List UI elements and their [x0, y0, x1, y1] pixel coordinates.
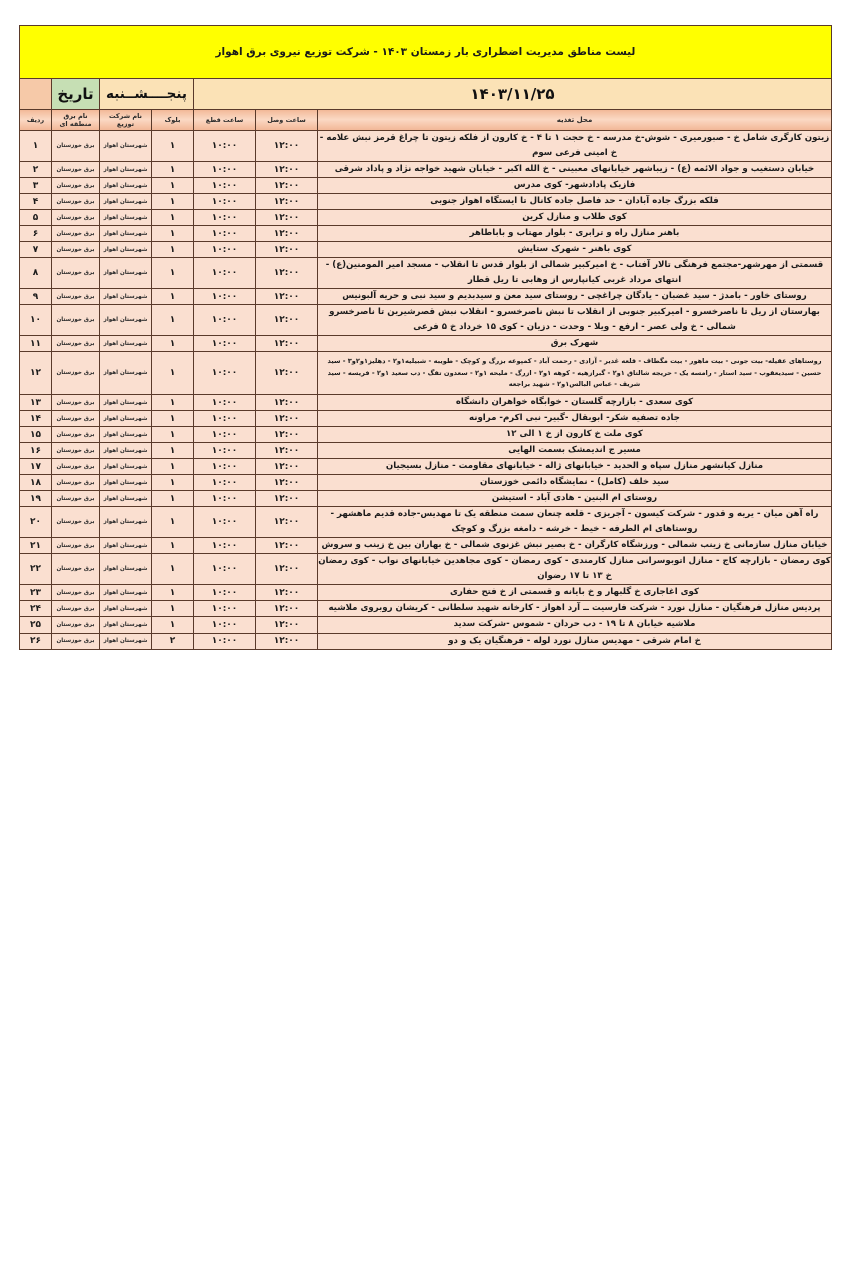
cell-outage-time: ۱۰:۰۰ — [194, 336, 256, 352]
cell-block: ۱ — [152, 427, 194, 443]
cell-index: ۲ — [19, 162, 51, 178]
cell-location: فلکه بزرگ جاده آبادان - حد فاصل جاده کانال تا ایستگاه اهواز جنوبی — [318, 194, 832, 210]
cell-outage-time: ۱۰:۰۰ — [194, 352, 256, 395]
column-header-row — [19, 110, 831, 131]
cell-block: ۱ — [152, 538, 194, 554]
cell-company: شهرستان اهواز — [100, 585, 152, 601]
cell-index: ۸ — [19, 258, 51, 289]
cell-location: بهارستان از ریل تا ناصرخسرو - امیرکبیر جنوبی از انقلاب تا نبش ناصرخسرو - انقلاب نبش قصرشیرین تا ناصرخسرو شمالی - خ ولی عصر - ارفع - ویلا - وحدت - دزیان - کوی ۱۵ خرداد خ ۵ فرعی — [318, 305, 832, 336]
cell-restore-time: ۱۲:۰۰ — [256, 633, 318, 649]
cell-index: ۹ — [19, 289, 51, 305]
cell-region: برق خوزستان — [52, 194, 100, 210]
cell-outage-time: ۱۰:۰۰ — [194, 538, 256, 554]
cell-location: روستای ام البنین - هادی آباد - استیشن — [318, 491, 832, 507]
cell-company: شهرستان اهواز — [100, 178, 152, 194]
column-header-index: ردیف — [19, 110, 51, 131]
cell-index: ۱۶ — [19, 443, 51, 459]
cell-region: برق خوزستان — [52, 411, 100, 427]
cell-company: شهرستان اهواز — [100, 411, 152, 427]
cell-outage-time: ۱۰:۰۰ — [194, 242, 256, 258]
cell-region: برق خوزستان — [52, 633, 100, 649]
cell-outage-time: ۱۰:۰۰ — [194, 162, 256, 178]
cell-company: شهرستان اهواز — [100, 352, 152, 395]
cell-location: سید خلف (کامل) - نمایشگاه دائمی خوزستان — [318, 475, 832, 491]
cell-restore-time: ۱۲:۰۰ — [256, 336, 318, 352]
cell-location: خیابان دستغیب و جواد الائمه (ع) - زیباشهر خیابانهای معبینی - خ الله اکبر - خیابان شهید خواجه نژاد و پاداد شرقی — [318, 162, 832, 178]
cell-company: شهرستان اهواز — [100, 258, 152, 289]
cell-outage-time: ۱۰:۰۰ — [194, 131, 256, 162]
cell-region: برق خوزستان — [52, 554, 100, 585]
cell-outage-time: ۱۰:۰۰ — [194, 411, 256, 427]
cell-block: ۱ — [152, 475, 194, 491]
cell-company: شهرستان اهواز — [100, 507, 152, 538]
cell-location: باهنر منازل راه و ترابری - بلوار مهتاب و باباطاهر — [318, 226, 832, 242]
cell-outage-time: ۱۰:۰۰ — [194, 443, 256, 459]
cell-index: ۵ — [19, 210, 51, 226]
cell-company: شهرستان اهواز — [100, 226, 152, 242]
cell-index: ۷ — [19, 242, 51, 258]
cell-company: شهرستان اهواز — [100, 289, 152, 305]
corner-cell — [19, 79, 51, 110]
cell-index: ۱۷ — [19, 459, 51, 475]
cell-block: ۱ — [152, 554, 194, 585]
cell-outage-time: ۱۰:۰۰ — [194, 258, 256, 289]
cell-region: برق خوزستان — [52, 178, 100, 194]
cell-region: برق خوزستان — [52, 443, 100, 459]
cell-index: ۱ — [19, 131, 51, 162]
cell-location: خیابان منازل سازمانی خ زینب شمالی - ورزشگاه کارگران - خ بصیر نبش غزنوی شمالی - خ بهاران بین خ زینب و سروش — [318, 538, 832, 554]
cell-block: ۱ — [152, 352, 194, 395]
cell-location: خ امام شرقی - مهدیس منازل نورد لوله - فرهنگیان یک و دو — [318, 633, 832, 649]
cell-location: زیتون کارگری شامل خ - صبورمیری - شوش-خ مدرسه - خ حجت ۱ تا ۴ - خ کارون از فلکه زیتون تا چراغ قرمز نبش علامه - خ امینی فرعی سوم — [318, 131, 832, 162]
table-row — [19, 585, 831, 601]
cell-outage-time: ۱۰:۰۰ — [194, 178, 256, 194]
cell-location: جاده تصفیه شکر- ابوبقال -گبیر- نبی اکرم- مراونه — [318, 411, 832, 427]
cell-block: ۱ — [152, 162, 194, 178]
cell-region: برق خوزستان — [52, 226, 100, 242]
cell-index: ۱۵ — [19, 427, 51, 443]
cell-region: برق خوزستان — [52, 585, 100, 601]
cell-block: ۱ — [152, 131, 194, 162]
cell-region: برق خوزستان — [52, 210, 100, 226]
table-row — [19, 633, 831, 649]
cell-block: ۱ — [152, 411, 194, 427]
cell-outage-time: ۱۰:۰۰ — [194, 601, 256, 617]
cell-outage-time: ۱۰:۰۰ — [194, 305, 256, 336]
table-row — [19, 210, 831, 226]
cell-outage-time: ۱۰:۰۰ — [194, 507, 256, 538]
cell-region: برق خوزستان — [52, 162, 100, 178]
cell-region: برق خوزستان — [52, 601, 100, 617]
cell-restore-time: ۱۲:۰۰ — [256, 178, 318, 194]
cell-restore-time: ۱۲:۰۰ — [256, 617, 318, 633]
table-row — [19, 289, 831, 305]
table-row — [19, 194, 831, 210]
table-row — [19, 554, 831, 585]
cell-company: شهرستان اهواز — [100, 336, 152, 352]
cell-region: برق خوزستان — [52, 617, 100, 633]
cell-index: ۶ — [19, 226, 51, 242]
cell-company: شهرستان اهواز — [100, 242, 152, 258]
cell-outage-time: ۱۰:۰۰ — [194, 395, 256, 411]
column-header-restore-time: ساعت وصل — [256, 110, 318, 131]
cell-region: برق خوزستان — [52, 258, 100, 289]
cell-outage-time: ۱۰:۰۰ — [194, 475, 256, 491]
cell-restore-time: ۱۲:۰۰ — [256, 210, 318, 226]
cell-region: برق خوزستان — [52, 336, 100, 352]
table-row — [19, 411, 831, 427]
cell-restore-time: ۱۲:۰۰ — [256, 411, 318, 427]
cell-block: ۱ — [152, 226, 194, 242]
cell-index: ۲۳ — [19, 585, 51, 601]
cell-company: شهرستان اهواز — [100, 554, 152, 585]
cell-location: قسمتی از مهرشهر-مجتمع فرهنگی تالار آفتاب - خ امیرکبیر شمالی از بلوار قدس تا انقلاب - مسجد امیر المومنین(ع) - انتهای مرداد غربی کیانپارس از وهابی تا ریل قطار — [318, 258, 832, 289]
cell-location: روستای خاور - بامدژ - سید غضبان - یادگان چراغچی - روستای سید معن و سیدبدیم و سید نبی و حریه آلبونیس — [318, 289, 832, 305]
cell-region: برق خوزستان — [52, 305, 100, 336]
cell-block: ۱ — [152, 210, 194, 226]
cell-company: شهرستان اهواز — [100, 210, 152, 226]
cell-index: ۳ — [19, 178, 51, 194]
table-body — [19, 131, 831, 650]
date-label: تاریخ — [52, 79, 100, 110]
cell-location: فازیک پادادشهر- کوی مدرس — [318, 178, 832, 194]
cell-index: ۱۱ — [19, 336, 51, 352]
cell-region: برق خوزستان — [52, 395, 100, 411]
table-row — [19, 305, 831, 336]
table-row — [19, 178, 831, 194]
cell-restore-time: ۱۲:۰۰ — [256, 131, 318, 162]
cell-company: شهرستان اهواز — [100, 395, 152, 411]
cell-outage-time: ۱۰:۰۰ — [194, 617, 256, 633]
cell-company: شهرستان اهواز — [100, 617, 152, 633]
column-header-company: نام شرکت توزیع — [100, 110, 152, 131]
table-row — [19, 601, 831, 617]
table-row — [19, 491, 831, 507]
table-row — [19, 258, 831, 289]
cell-restore-time: ۱۲:۰۰ — [256, 475, 318, 491]
cell-restore-time: ۱۲:۰۰ — [256, 162, 318, 178]
cell-restore-time: ۱۲:۰۰ — [256, 507, 318, 538]
cell-location: روستاهای عقیله- بیت جونی - بیت ماهور - بیت مگطاف - قلعه غدیر - آزادی - رحمت آباد - کمپوعه بزرگ و کوچک - طویبه - شبیلیه۱و۲ - دهلیز۱و۲و۳ - سید حسین - سیدیعقوب - سید استار - رامسه یک - حریجه شالتاق ۱و۲ - گبرازهیه - کوهه ۱و۲ - ازرگ - ملیحه ۱و۲ - سعدون تفگ - دب سعید ۱و۲ - فریسه - سید شریف - عباس البالس۱و۲ - شهید براجعه — [318, 352, 832, 395]
cell-region: برق خوزستان — [52, 242, 100, 258]
cell-location: مسیر ج اندیمشک بسمت الهایی — [318, 443, 832, 459]
cell-region: برق خوزستان — [52, 538, 100, 554]
table-row — [19, 538, 831, 554]
column-header-outage-time: ساعت قطع — [194, 110, 256, 131]
cell-restore-time: ۱۲:۰۰ — [256, 601, 318, 617]
cell-company: شهرستان اهواز — [100, 443, 152, 459]
table-row — [19, 459, 831, 475]
cell-restore-time: ۱۲:۰۰ — [256, 538, 318, 554]
cell-index: ۲۵ — [19, 617, 51, 633]
cell-index: ۱۸ — [19, 475, 51, 491]
cell-index: ۱۰ — [19, 305, 51, 336]
table-row — [19, 443, 831, 459]
cell-location: کوی اغاجاری خ گلبهار و خ بایانه و قسمتی از خ فتح حفاری — [318, 585, 832, 601]
cell-restore-time: ۱۲:۰۰ — [256, 491, 318, 507]
cell-company: شهرستان اهواز — [100, 601, 152, 617]
cell-region: برق خوزستان — [52, 491, 100, 507]
cell-restore-time: ۱۲:۰۰ — [256, 427, 318, 443]
table-row — [19, 395, 831, 411]
cell-restore-time: ۱۲:۰۰ — [256, 352, 318, 395]
cell-block: ۱ — [152, 443, 194, 459]
cell-block: ۱ — [152, 242, 194, 258]
cell-location: کوی سعدی - بازارچه گلستان - خوابگاه خواهران دانشگاه — [318, 395, 832, 411]
cell-block: ۲ — [152, 633, 194, 649]
cell-restore-time: ۱۲:۰۰ — [256, 305, 318, 336]
cell-company: شهرستان اهواز — [100, 538, 152, 554]
column-header-location: محل تغذیه — [318, 110, 832, 131]
cell-company: شهرستان اهواز — [100, 633, 152, 649]
table-row — [19, 162, 831, 178]
cell-outage-time: ۱۰:۰۰ — [194, 459, 256, 475]
table-row — [19, 226, 831, 242]
cell-company: شهرستان اهواز — [100, 459, 152, 475]
cell-restore-time: ۱۲:۰۰ — [256, 194, 318, 210]
cell-outage-time: ۱۰:۰۰ — [194, 585, 256, 601]
table-row — [19, 475, 831, 491]
day-name: پنجــــشــنبه — [100, 79, 194, 110]
table-row — [19, 352, 831, 395]
cell-region: برق خوزستان — [52, 475, 100, 491]
cell-block: ۱ — [152, 194, 194, 210]
cell-location: پردیس منازل فرهنگیان - منازل نورد - شرکت فارسیت ــ آرد اهواز - کارخانه شهید سلطانی - کریشان روبروی ملاشیه — [318, 601, 832, 617]
cell-block: ۱ — [152, 258, 194, 289]
column-header-region: نام برق منطقه ای — [52, 110, 100, 131]
cell-location: راه آهن میان - یریه و قدور - شرکت کیسون - آجریزی - قلعه چنعان سمت منطقه یک تا مهدیس-جاده قدیم ماهشهر - روستاهای ام الطرفه - خیط - خرشه - دامغه بزرگ و کوچک — [318, 507, 832, 538]
cell-outage-time: ۱۰:۰۰ — [194, 491, 256, 507]
table-header — [19, 26, 831, 131]
cell-block: ۱ — [152, 178, 194, 194]
cell-company: شهرستان اهواز — [100, 131, 152, 162]
cell-location: کوی طلاب و منازل کرین — [318, 210, 832, 226]
table-row — [19, 131, 831, 162]
cell-index: ۱۲ — [19, 352, 51, 395]
cell-restore-time: ۱۲:۰۰ — [256, 258, 318, 289]
document-title: لیست مناطق مدیریت اضطراری بار زمستان ۱۴۰۳ - شرکت توزیع نیروی برق اهواز — [19, 26, 831, 79]
cell-region: برق خوزستان — [52, 289, 100, 305]
cell-region: برق خوزستان — [52, 459, 100, 475]
cell-index: ۱۴ — [19, 411, 51, 427]
cell-block: ۱ — [152, 395, 194, 411]
table-row — [19, 242, 831, 258]
cell-location: کوی رمضان - بازارچه کاج - منازل اتوبوسرانی منازل کارمندی - کوی رمضان - کوی مجاهدین خیابانهای نواب - کوی رمضان خ ۱۳ تا ۱۷ رضوان — [318, 554, 832, 585]
cell-company: شهرستان اهواز — [100, 491, 152, 507]
cell-block: ۱ — [152, 459, 194, 475]
cell-outage-time: ۱۰:۰۰ — [194, 194, 256, 210]
cell-outage-time: ۱۰:۰۰ — [194, 554, 256, 585]
cell-block: ۱ — [152, 305, 194, 336]
cell-region: برق خوزستان — [52, 352, 100, 395]
cell-location: کوی باهنر - شهرک ستایش — [318, 242, 832, 258]
table-row — [19, 617, 831, 633]
cell-index: ۱۹ — [19, 491, 51, 507]
cell-company: شهرستان اهواز — [100, 427, 152, 443]
cell-outage-time: ۱۰:۰۰ — [194, 427, 256, 443]
cell-restore-time: ۱۲:۰۰ — [256, 443, 318, 459]
cell-restore-time: ۱۲:۰۰ — [256, 395, 318, 411]
cell-company: شهرستان اهواز — [100, 305, 152, 336]
date-row — [19, 79, 831, 110]
cell-block: ۱ — [152, 585, 194, 601]
cell-restore-time: ۱۲:۰۰ — [256, 554, 318, 585]
cell-company: شهرستان اهواز — [100, 194, 152, 210]
cell-region: برق خوزستان — [52, 427, 100, 443]
cell-block: ۱ — [152, 491, 194, 507]
cell-index: ۲۲ — [19, 554, 51, 585]
title-banner-row — [19, 26, 831, 79]
cell-index: ۲۰ — [19, 507, 51, 538]
cell-index: ۱۳ — [19, 395, 51, 411]
cell-location: کوی ملت خ کارون از خ ۱ الی ۱۲ — [318, 427, 832, 443]
cell-block: ۱ — [152, 617, 194, 633]
cell-index: ۴ — [19, 194, 51, 210]
table-row — [19, 507, 831, 538]
table-row — [19, 427, 831, 443]
cell-outage-time: ۱۰:۰۰ — [194, 226, 256, 242]
cell-index: ۲۱ — [19, 538, 51, 554]
cell-restore-time: ۱۲:۰۰ — [256, 242, 318, 258]
outage-schedule-table — [19, 25, 832, 650]
table-row — [19, 336, 831, 352]
cell-restore-time: ۱۲:۰۰ — [256, 585, 318, 601]
cell-company: شهرستان اهواز — [100, 162, 152, 178]
cell-location: منازل کیانشهر منازل سپاه و الحدید - خیابانهای ژاله - خیابانهای مقاومت - منازل بسیجیان — [318, 459, 832, 475]
cell-block: ۱ — [152, 336, 194, 352]
cell-block: ۱ — [152, 601, 194, 617]
cell-region: برق خوزستان — [52, 507, 100, 538]
cell-block: ۱ — [152, 289, 194, 305]
cell-index: ۲۴ — [19, 601, 51, 617]
cell-location: شهرک برق — [318, 336, 832, 352]
cell-outage-time: ۱۰:۰۰ — [194, 289, 256, 305]
cell-restore-time: ۱۲:۰۰ — [256, 289, 318, 305]
cell-block: ۱ — [152, 507, 194, 538]
cell-index: ۲۶ — [19, 633, 51, 649]
column-header-block: بلوک — [152, 110, 194, 131]
cell-restore-time: ۱۲:۰۰ — [256, 459, 318, 475]
cell-company: شهرستان اهواز — [100, 475, 152, 491]
cell-outage-time: ۱۰:۰۰ — [194, 210, 256, 226]
cell-region: برق خوزستان — [52, 131, 100, 162]
cell-location: ملاشیه خیابان ۸ تا ۱۹ - دب حردان - شموس -شرکت سدید — [318, 617, 832, 633]
cell-restore-time: ۱۲:۰۰ — [256, 226, 318, 242]
date-value: ۱۴۰۳/۱۱/۲۵ — [194, 79, 832, 110]
cell-outage-time: ۱۰:۰۰ — [194, 633, 256, 649]
